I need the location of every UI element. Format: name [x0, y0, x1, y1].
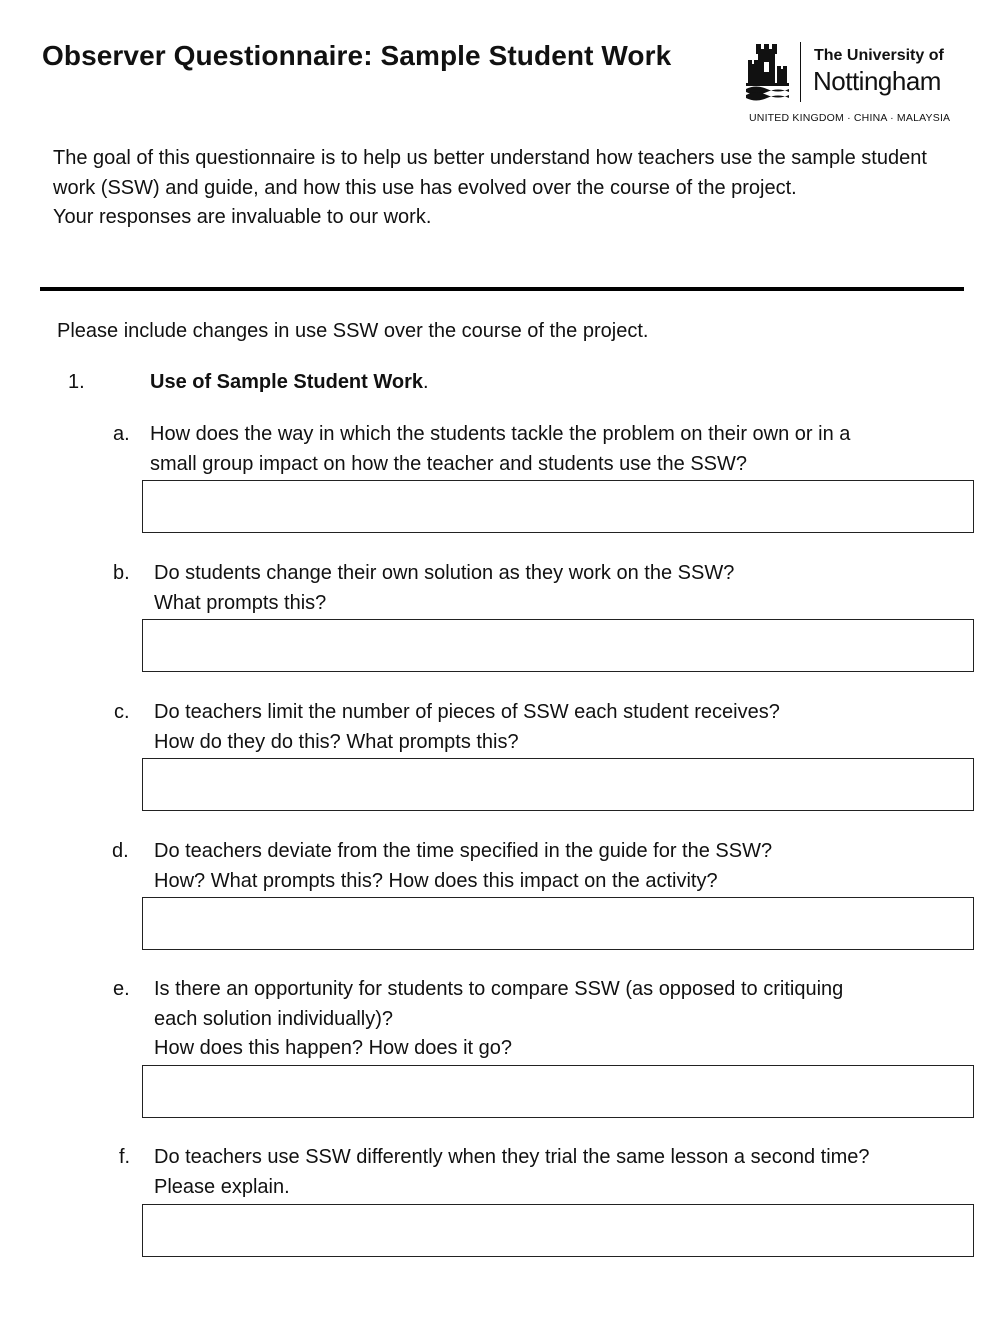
logo-text-line2: Nottingham	[813, 66, 941, 96]
section-title-suffix: .	[423, 371, 429, 393]
logo-divider	[800, 42, 801, 102]
section-number: 1.	[68, 371, 85, 393]
question-line: small group impact on how the teacher and students use the SSW?	[150, 452, 748, 475]
intro-paragraph: Your responses are invaluable to our work.	[53, 206, 432, 228]
answer-box-c[interactable]	[142, 758, 974, 811]
question-letter: c.	[114, 701, 130, 723]
question-line: each solution individually)?	[154, 1007, 394, 1030]
question-line: Do teachers limit the number of pieces of SSW each student receives?	[154, 701, 780, 723]
question-line: What prompts this?	[154, 591, 327, 614]
question-text	[154, 975, 843, 1064]
logo-locations: UNITED KINGDOM · CHINA · MALAYSIA	[749, 112, 951, 124]
answer-box-f[interactable]	[142, 1204, 974, 1257]
question-line: Do teachers use SSW differently when they trial the same lesson a second time?	[154, 1146, 870, 1168]
question-line: How do they do this? What prompts this?	[154, 730, 519, 753]
section-divider	[40, 287, 964, 291]
answer-box-e[interactable]	[142, 1065, 974, 1118]
question-letter: b.	[113, 562, 130, 584]
question-text	[154, 1143, 870, 1202]
question-line: Is there an opportunity for students to compare SSW (as opposed to critiquing	[154, 978, 844, 1000]
question-text	[154, 698, 780, 757]
question-line: How does the way in which the students tackle the problem on their own or in a	[150, 423, 851, 445]
question-letter: f.	[119, 1146, 131, 1168]
intro-text	[53, 144, 968, 233]
answer-box-a[interactable]	[142, 480, 974, 533]
university-logo	[744, 40, 959, 132]
question-line: Do teachers deviate from the time specified in the guide for the SSW?	[154, 840, 773, 862]
question-letter: e.	[113, 978, 130, 1000]
question-text	[154, 559, 734, 618]
page-title: Observer Questionnaire: Sample Student Work	[42, 40, 672, 71]
question-letter: a.	[113, 423, 130, 445]
section-title-text: Use of Sample Student Work	[150, 371, 424, 393]
intro-paragraph: The goal of this questionnaire is to help us better understand how teachers use the sample student work (SSW) and guide, and how this use has evolved over the course of the project.	[53, 147, 927, 199]
question-line: How does this happen? How does it go?	[154, 1037, 513, 1059]
question-text	[154, 837, 772, 896]
question-line: Do students change their own solution as they work on the SSW?	[154, 562, 735, 584]
castle-tower-crest-icon	[744, 40, 792, 102]
instruction-note: Please include changes in use SSW over the course of the project.	[57, 320, 649, 342]
question-line: Please explain.	[154, 1175, 290, 1198]
logo-text-line1: The University of	[814, 47, 944, 64]
question-line: How? What prompts this? How does this impact on the activity?	[154, 869, 718, 892]
answer-box-d[interactable]	[142, 897, 974, 950]
answer-box-b[interactable]	[142, 619, 974, 672]
section-title	[150, 368, 429, 396]
question-letter: d.	[112, 840, 129, 862]
question-text	[150, 420, 850, 479]
